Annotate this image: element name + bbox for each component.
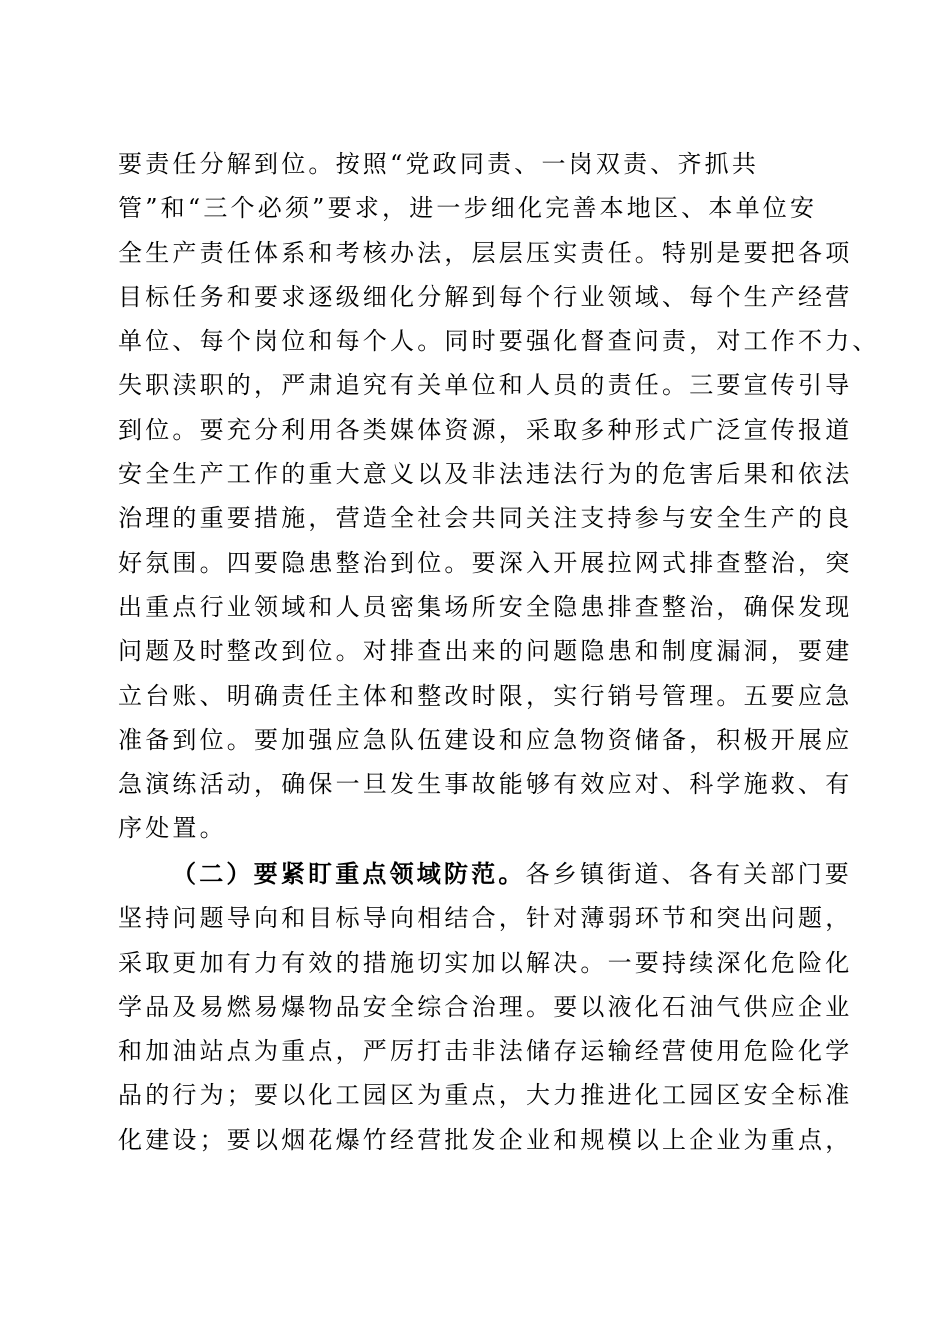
paragraph-line: 管”和“三个必须”要求，进一步细化完善本地区、本单位安 (118, 194, 818, 223)
paragraph-line: 坚持问题导向和目标导向相结合，针对薄弱环节和突出问题， (118, 904, 853, 933)
paragraph-line: 失职渎职的，严肃追究有关单位和人员的责任。三要宣传引导 (118, 371, 853, 400)
paragraph-line: 到位。要充分利用各类媒体资源，采取多种形式广泛宣传报道 (118, 415, 853, 444)
heading-line-rest: 各乡镇街道、各有关部门要 (525, 860, 853, 888)
paragraph-line: 立台账、明确责任主体和整改时限，实行销号管理。五要应急 (118, 681, 853, 710)
paragraph-line: 品的行为；要以化工园区为重点，大力推进化工园区安全标准 (118, 1081, 853, 1110)
paragraph-line: 和加油站点为重点，严厉打击非法储存运输经营使用危险化学 (118, 1037, 853, 1066)
paragraph-line: 治理的重要措施，营造全社会共同关注支持参与安全生产的良 (118, 504, 853, 533)
paragraph-line: 单位、每个岗位和每个人。同时要强化督查问责，对工作不力、 (118, 327, 880, 356)
paragraph-line: 序处置。 (118, 814, 227, 843)
paragraph-line: 出重点行业领域和人员密集场所安全隐患排查整治，确保发现 (118, 592, 853, 621)
paragraph-line: 要责任分解到位。按照“党政同责、一岗双责、齐抓共 (118, 150, 760, 178)
paragraph-line: 学品及易燃易爆物品安全综合治理。要以液化石油气供应企业 (118, 992, 853, 1021)
paragraph-line: 全生产责任体系和考核办法，层层压实责任。特别是要把各项 (118, 238, 853, 267)
paragraph-2 (118, 852, 853, 1162)
paragraph-line: 急演练活动，确保一旦发生事故能够有效应对、科学施救、有 (118, 770, 853, 799)
paragraph-1 (118, 142, 880, 851)
paragraph-line: 目标任务和要求逐级细化分解到每个行业领域、每个生产经营 (118, 282, 853, 311)
paragraph-line: 采取更加有力有效的措施切实加以解决。一要持续深化危险化 (118, 948, 853, 977)
paragraph-line: 化建设；要以烟花爆竹经营批发企业和规模以上企业为重点， (118, 1125, 853, 1154)
section-heading: （二）要紧盯重点领域防范。 (172, 859, 526, 888)
paragraph-line: 准备到位。要加强应急队伍建设和应急物资储备，积极开展应 (118, 725, 853, 754)
paragraph-line: 安全生产工作的重大意义以及非法违法行为的危害后果和依法 (118, 460, 853, 489)
paragraph-line: 问题及时整改到位。对排查出来的问题隐患和制度漏洞，要建 (118, 637, 853, 666)
paragraph-line: 好氛围。四要隐患整治到位。要深入开展拉网式排查整治，突 (118, 548, 853, 577)
paragraph-first-line (118, 852, 853, 896)
